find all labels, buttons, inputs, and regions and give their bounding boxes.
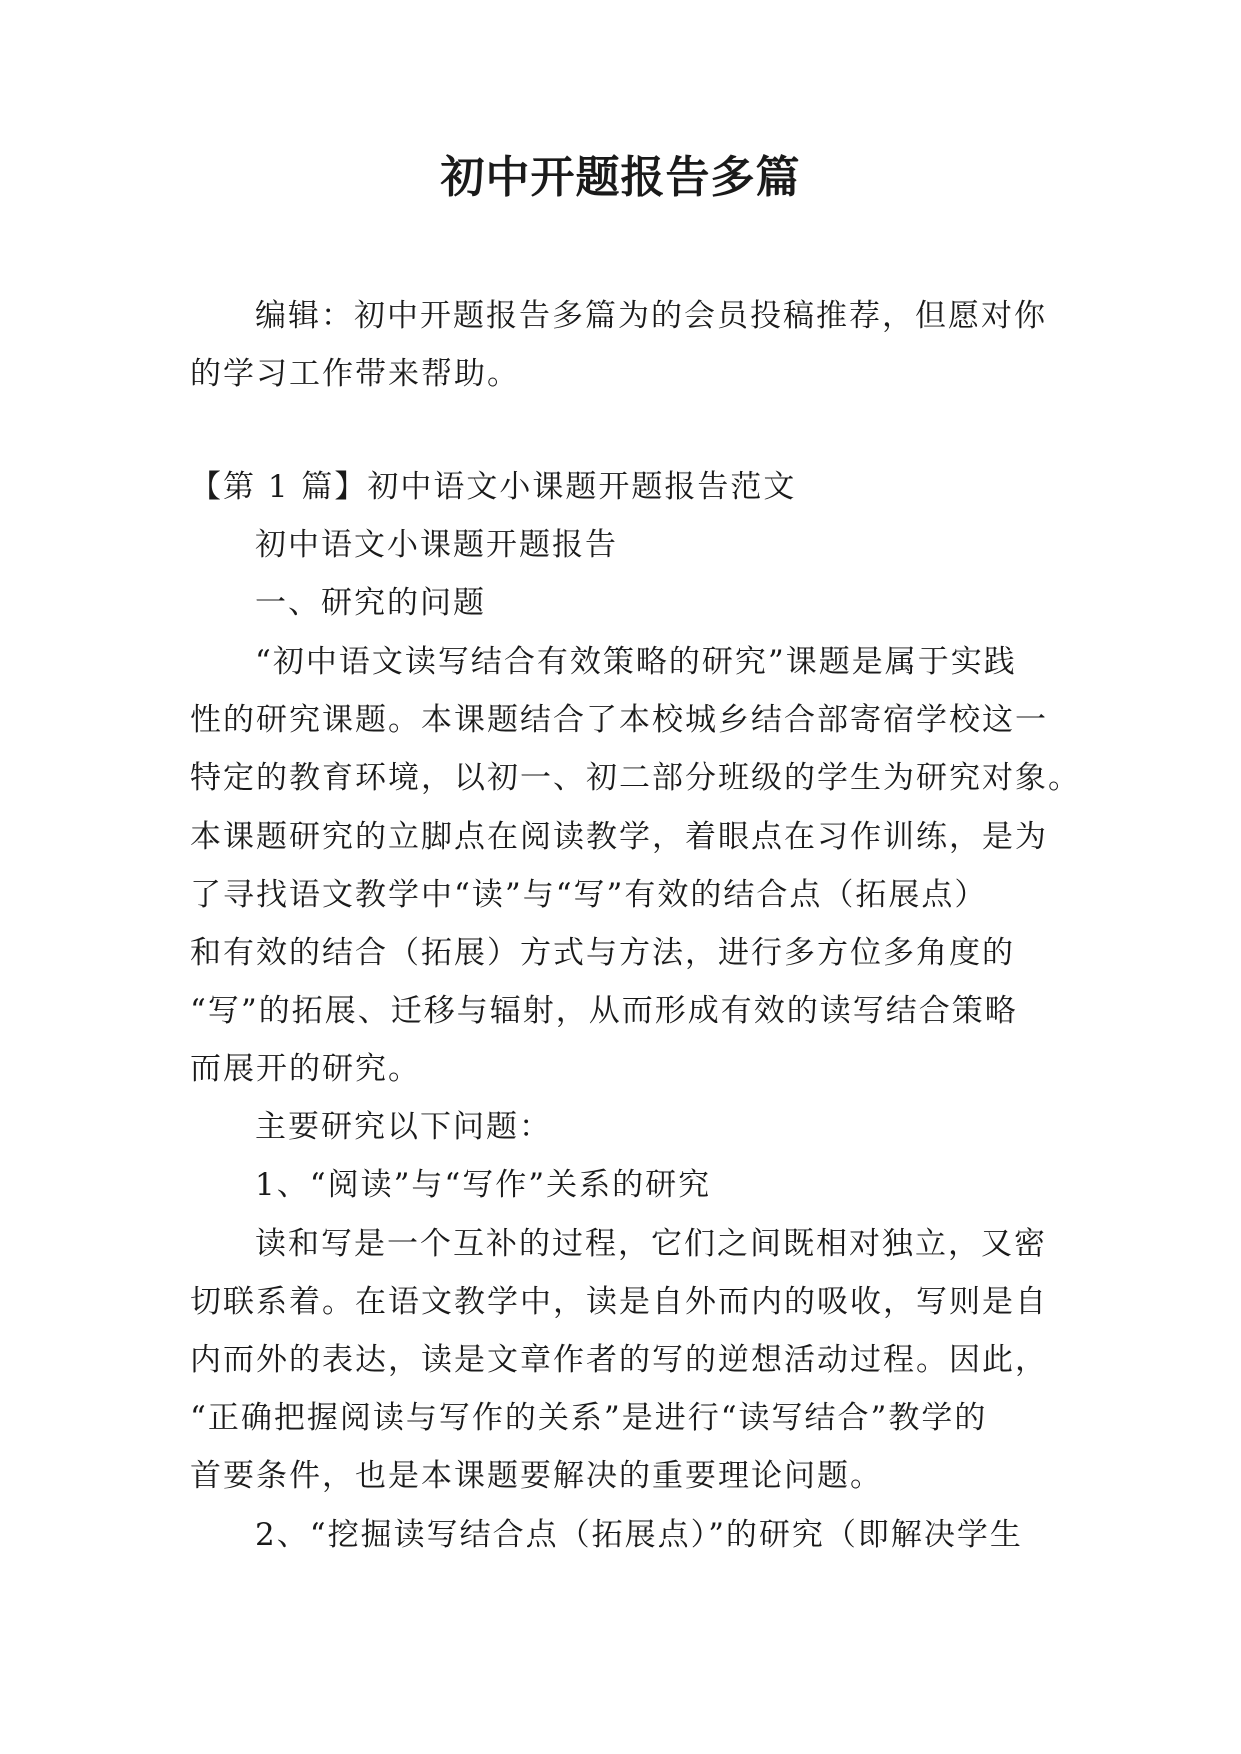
paragraph-line: 内而外的表达，读是文章作者的写的逆想活动过程。因此， [190,1342,1048,1378]
paragraph-line: 性的研究课题。本课题结合了本校城乡结合部寄宿学校这一 [190,702,1048,738]
paragraph-line: 读和写是一个互补的过程，它们之间既相对独立，又密 [255,1226,1047,1262]
report-subtitle: 初中语文小课题开题报告 [255,527,618,563]
paragraph-line: 的学习工作带来帮助。 [190,356,520,392]
paragraph-line: 而展开的研究。 [190,1051,421,1087]
paragraph-line: 和有效的结合（拓展）方式与方法，进行多方位多角度的 [190,935,1015,971]
paragraph-line: 首要条件，也是本课题要解决的重要理论问题。 [190,1458,883,1494]
paragraph-line: “正确把握阅读与写作的关系”是进行“读写结合”教学的 [190,1400,988,1436]
paragraph-line: “写”的拓展、迁移与辐射，从而形成有效的读写结合策略 [190,993,1018,1029]
paragraph-line: 特定的教育环境，以初一、初二部分班级的学生为研究对象。 [190,760,1081,796]
list-item-heading: 2、“挖掘读写结合点（拓展点）”的研究（即解决学生 [255,1517,1023,1553]
paragraph-line: 本课题研究的立脚点在阅读教学，着眼点在习作训练，是为 [190,819,1048,855]
list-item-heading: 1、“阅读”与“写作”关系的研究 [255,1167,712,1203]
section-heading: 【第 1 篇】初中语文小课题开题报告范文 [190,469,797,505]
section-heading: 一、研究的问题 [255,585,486,621]
paragraph-line: 编辑：初中开题报告多篇为的会员投稿推荐，但愿对你 [255,298,1047,334]
paragraph-line: “初中语文读写结合有效策略的研究”课题是属于实践 [255,644,1017,680]
paragraph-line: 了寻找语文教学中“读”与“写”有效的结合点（拓展点） [190,877,988,913]
page-title: 初中开题报告多篇 [440,152,801,203]
paragraph-line: 主要研究以下问题： [255,1109,552,1145]
paragraph-line: 切联系着。在语文教学中，读是自外而内的吸收，写则是自 [190,1284,1048,1320]
